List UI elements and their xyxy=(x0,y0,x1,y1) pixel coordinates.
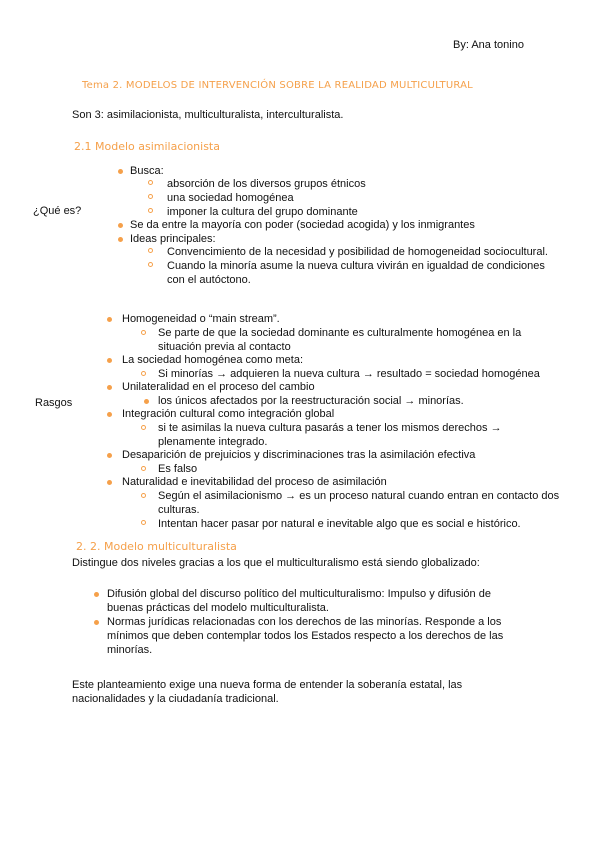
rasgo-item: La sociedad homogénea como meta: xyxy=(122,354,304,366)
list-item: Convencimiento de la necesidad y posibilidad de homogeneidad sociocultural. xyxy=(167,246,548,258)
rasgo-subitem: Es falso xyxy=(158,463,198,475)
circle-bullet-icon xyxy=(141,330,146,335)
bullet-icon xyxy=(107,412,112,417)
list-item-continued: mínimos que deben contemplar todos los Estados respecto a los derechos de las xyxy=(107,630,504,642)
section-heading-asimilacionista: 2.1 Modelo asimilacionista xyxy=(74,140,220,153)
page-title: Tema 2. MODELOS DE INTERVENCIÓN SOBRE LA REALIDAD MULTICULTURAL xyxy=(82,80,473,91)
list-item-continued: minorías. xyxy=(107,644,153,656)
circle-bullet-icon xyxy=(148,194,153,199)
rasgo-subitem: los únicos afectados por la reestructuración social → minorías. xyxy=(158,395,464,407)
list-item: Cuando la minoría asume la nueva cultura vivirán en igualdad de condiciones xyxy=(167,260,545,272)
bullet-icon xyxy=(144,399,149,404)
bullet-icon xyxy=(107,317,112,322)
que-es-label: ¿Qué es? xyxy=(33,205,82,217)
rasgo-item: Unilateralidad en el proceso del cambio xyxy=(122,381,315,393)
circle-bullet-icon xyxy=(141,371,146,376)
rasgo-subitem-continued: culturas. xyxy=(158,504,200,516)
bullet-icon xyxy=(107,358,112,363)
circle-bullet-icon xyxy=(141,493,146,498)
rasgos-label: Rasgos xyxy=(35,397,73,409)
list-item-busca: Busca: xyxy=(130,165,164,177)
rasgo-subitem: Si minorías → adquieren la nueva cultura → resultado = sociedad homogénea xyxy=(158,368,540,380)
bullet-icon xyxy=(94,592,99,597)
bullet-icon xyxy=(118,223,123,228)
circle-bullet-icon xyxy=(141,466,146,471)
section2-intro: Distingue dos niveles gracias a los que el multiculturalismo está siendo globalizado: xyxy=(72,557,480,569)
rasgo-subitem: Se parte de que la sociedad dominante es culturalmente homogénea en la xyxy=(158,327,522,339)
rasgo-item: Integración cultural como integración global xyxy=(122,408,335,420)
bullet-icon xyxy=(118,169,123,174)
circle-bullet-icon xyxy=(148,248,153,253)
rasgo-subitem: Intentan hacer pasar por natural e inevitable algo que es social e histórico. xyxy=(158,518,521,530)
closing-paragraph-line: Este planteamiento exige una nueva forma de entender la soberanía estatal, las xyxy=(72,679,463,691)
rasgo-item: Naturalidad e inevitabilidad del proceso de asimilación xyxy=(122,476,387,488)
bullet-icon xyxy=(107,480,112,485)
list-item-continued: buenas prácticas del modelo multiculturalista. xyxy=(107,602,329,614)
bullet-icon xyxy=(94,620,99,625)
closing-paragraph-line: nacionalidades y la ciudadanía tradicional. xyxy=(72,693,279,705)
list-item: imponer la cultura del grupo dominante xyxy=(167,206,358,218)
list-item: Normas jurídicas relacionadas con los derechos de las minorías. Responde a los xyxy=(107,616,502,628)
bullet-icon xyxy=(107,453,112,458)
circle-bullet-icon xyxy=(148,208,153,213)
list-item: una sociedad homogénea xyxy=(167,192,294,204)
rasgo-subitem-continued: situación previa al contacto xyxy=(158,341,291,353)
intro-text: Son 3: asimilacionista, multiculturalista, interculturalista. xyxy=(72,109,344,121)
circle-bullet-icon xyxy=(141,425,146,430)
list-item: absorción de los diversos grupos étnicos xyxy=(167,178,366,190)
list-item-se-da: Se da entre la mayoría con poder (sociedad acogida) y los inmigrantes xyxy=(130,219,475,231)
list-item: Difusión global del discurso político del multiculturalismo: Impulso y difusión de xyxy=(107,588,491,600)
circle-bullet-icon xyxy=(148,262,153,267)
rasgo-item: Homogeneidad o “main stream”. xyxy=(122,313,280,325)
circle-bullet-icon xyxy=(148,180,153,185)
rasgo-subitem: Según el asimilacionismo → es un proceso natural cuando entran en contacto dos xyxy=(158,490,560,502)
circle-bullet-icon xyxy=(141,520,146,525)
rasgo-item: Desaparición de prejuicios y discriminaciones tras la asimilación efectiva xyxy=(122,449,476,461)
rasgo-subitem-continued: plenamente integrado. xyxy=(158,436,268,448)
bullet-icon xyxy=(107,385,112,390)
rasgo-subitem: si te asimilas la nueva cultura pasarás a tener los mismos derechos → xyxy=(158,422,502,434)
bullet-icon xyxy=(118,237,123,242)
list-item-continued: con el autóctono. xyxy=(167,274,251,286)
author-line: By: Ana tonino xyxy=(453,39,524,51)
section-heading-multiculturalista: 2. 2. Modelo multiculturalista xyxy=(76,540,237,553)
list-item-ideas: Ideas principales: xyxy=(130,233,216,245)
